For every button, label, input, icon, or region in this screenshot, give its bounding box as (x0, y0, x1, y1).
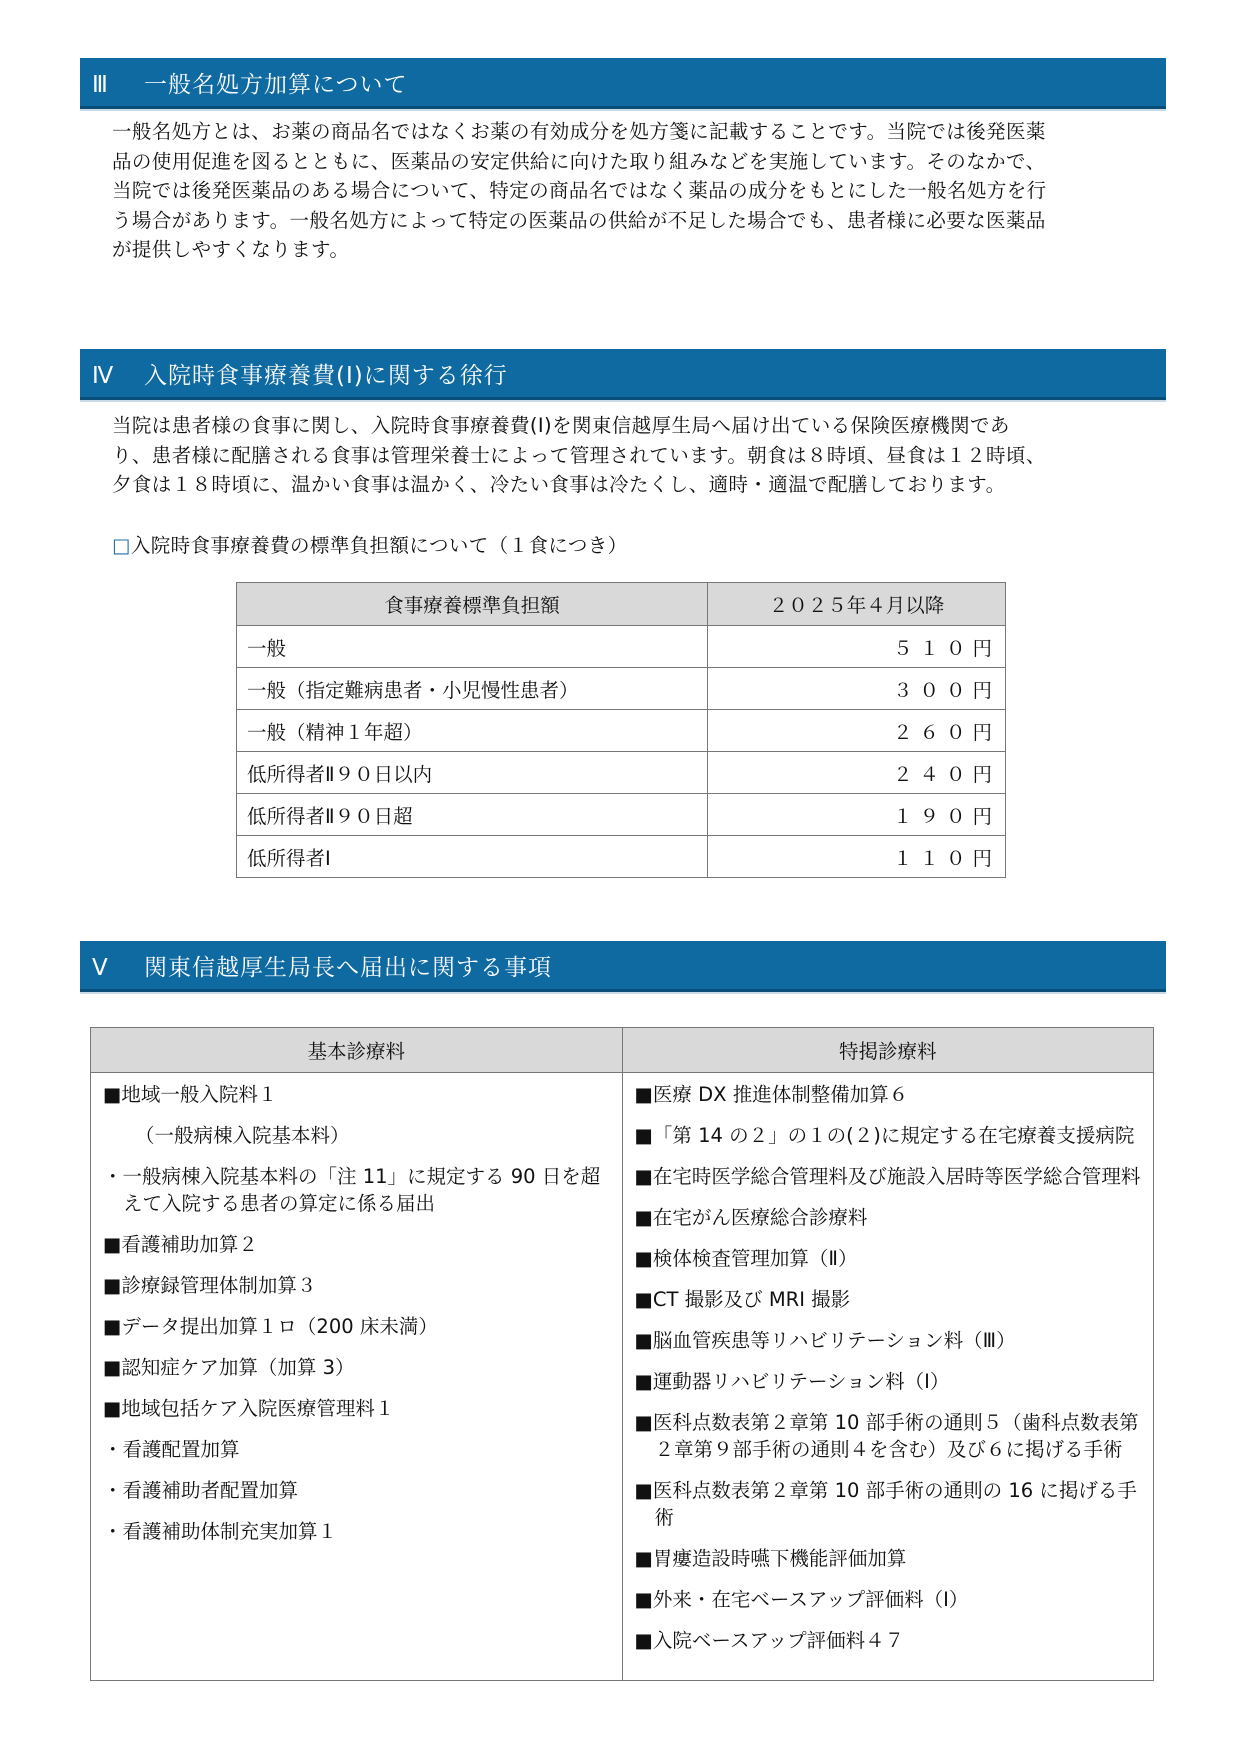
section-4-banner (80, 349, 1166, 400)
checkbox-square-icon: □ (112, 534, 131, 557)
table-row (237, 836, 1006, 878)
section-4-line: り、患者様に配膳される食事は管理栄養士によって管理されています。朝食は８時頃、昼食は１２時頃、 (112, 443, 1046, 467)
fee-amount: ２４０円 (708, 752, 1006, 794)
fee-category: 低所得者Ⅰ (237, 836, 708, 878)
basic-fees-list (91, 1073, 623, 1681)
table-row (237, 794, 1006, 836)
list-item: ■胃瘻造設時嚥下機能評価加算 (634, 1547, 907, 1570)
list-item: ■在宅時医学総合管理料及び施設入居時等医学総合管理料 (634, 1165, 1141, 1188)
fee-amount: ５１０円 (708, 626, 1006, 668)
column-header-category: 食事療養標準負担額 (237, 583, 708, 626)
section-3-number: Ⅲ (92, 72, 109, 98)
list-item: ・一般病棟入院基本料の「注 11」に規定する 90 日を超えて入院する患者の算定に係る届出 (103, 1165, 601, 1215)
list-item: ■診療録管理体制加算３ (103, 1274, 317, 1297)
fee-category: 低所得者Ⅱ９０日以内 (237, 752, 708, 794)
column-header-special-fees: 特掲診療料 (622, 1028, 1154, 1073)
fee-category: 一般（精神１年超） (237, 710, 708, 752)
list-item: ■看護補助加算２ (103, 1233, 258, 1256)
column-header-basic-fees: 基本診療料 (91, 1028, 623, 1073)
fee-amount: １１０円 (708, 836, 1006, 878)
list-item: ■入院ベースアップ評価料４７ (634, 1629, 905, 1652)
section-4-title: 入院時食事療養費(Ⅰ)に関する徐行 (144, 363, 508, 389)
section-4-number: Ⅳ (92, 363, 115, 389)
fee-category: 低所得者Ⅱ９０日超 (237, 794, 708, 836)
list-item: ■医科点数表第２章第 10 部手術の通則の 16 に掲げる手術 (634, 1479, 1137, 1529)
list-item: ■認知症ケア加算（加算 3） (103, 1356, 355, 1379)
list-item: ■「第 14 の２」の１の(２)に規定する在宅療養支援病院 (634, 1124, 1135, 1147)
table-row (237, 752, 1006, 794)
table-row (237, 668, 1006, 710)
list-item: ・看護補助者配置加算 (103, 1479, 299, 1502)
section-3-body (112, 117, 1158, 265)
section-5-banner (80, 941, 1166, 992)
section-5-title: 関東信越厚生局長へ届出に関する事項 (144, 955, 552, 981)
list-item: ■医科点数表第２章第 10 部手術の通則５（歯科点数表第２章第９部手術の通則４を含む）及び６に掲げる手術 (634, 1411, 1139, 1461)
list-item: ■CT 撮影及び MRI 撮影 (634, 1288, 851, 1311)
table-row (237, 626, 1006, 668)
section-4-body (112, 411, 1158, 500)
table-row (237, 710, 1006, 752)
fee-amount: ３００円 (708, 668, 1006, 710)
list-item: （一般病棟入院基本料） (135, 1124, 350, 1147)
section-3-line: 当院では後発医薬品のある場合について、特定の商品名ではなく薬品の成分をもとにした一般名処方を行 (112, 179, 1047, 202)
section-3-line: う場合があります。一般名処方によって特定の医薬品の供給が不足した場合でも、患者様に必要な医薬品 (112, 208, 1046, 232)
list-item: ■検体検査管理加算（Ⅱ） (634, 1247, 858, 1270)
meal-fee-table (236, 582, 1006, 878)
list-item: ■在宅がん医療総合診療料 (634, 1206, 868, 1229)
fee-category: 一般 (237, 626, 708, 668)
list-item: ■医療 DX 推進体制整備加算６ (634, 1083, 909, 1106)
notification-table (90, 1027, 1154, 1681)
fee-amount: １９０円 (708, 794, 1006, 836)
section-3-banner (80, 58, 1166, 109)
section-4-line: 当院は患者様の食事に関し、入院時食事療養費(Ⅰ)を関東信越厚生局へ届け出ている保険医療機関であ (112, 414, 1010, 437)
special-fees-list (622, 1073, 1154, 1681)
meal-fee-subheading (112, 530, 628, 558)
list-item: ■地域一般入院料１ (103, 1083, 278, 1106)
section-3-line: が提供しやすくなります。 (112, 238, 350, 261)
section-4-line: 夕食は１８時頃に、温かい食事は温かく、冷たい食事は冷たくし、適時・適温で配膳しております。 (112, 473, 1006, 496)
section-5-number: Ⅴ (92, 955, 109, 981)
table-header-row (237, 583, 1006, 626)
list-item: ■脳血管疾患等リハビリテーション料（Ⅲ） (634, 1329, 1016, 1352)
list-item: ■データ提出加算１ロ（200 床未満） (103, 1315, 438, 1338)
meal-fee-subheading-text: 入院時食事療養費の標準負担額について（１食につき） (130, 534, 628, 557)
section-3-title: 一般名処方加算について (144, 72, 408, 98)
section-3-line: 一般名処方とは、お薬の商品名ではなくお薬の有効成分を処方箋に記載することです。当院では後発医薬 (112, 120, 1046, 143)
fee-amount: ２６０円 (708, 710, 1006, 752)
column-header-amount: ２０２５年４月以降 (708, 583, 1006, 626)
list-item: ■地域包括ケア入院医療管理料１ (103, 1397, 395, 1420)
list-item: ■運動器リハビリテーション料（Ⅰ） (634, 1370, 950, 1393)
fee-category: 一般（指定難病患者・小児慢性患者） (237, 668, 708, 710)
list-item: ■外来・在宅ベースアップ評価料（Ⅰ） (634, 1588, 969, 1611)
list-item: ・看護配置加算 (103, 1438, 240, 1461)
section-3-line: 品の使用促進を図るとともに、医薬品の安定供給に向けた取り組みなどを実施しています。そのなかで、 (112, 149, 1046, 173)
table-header-row (91, 1028, 1154, 1073)
list-item: ・看護補助体制充実加算１ (103, 1520, 338, 1543)
